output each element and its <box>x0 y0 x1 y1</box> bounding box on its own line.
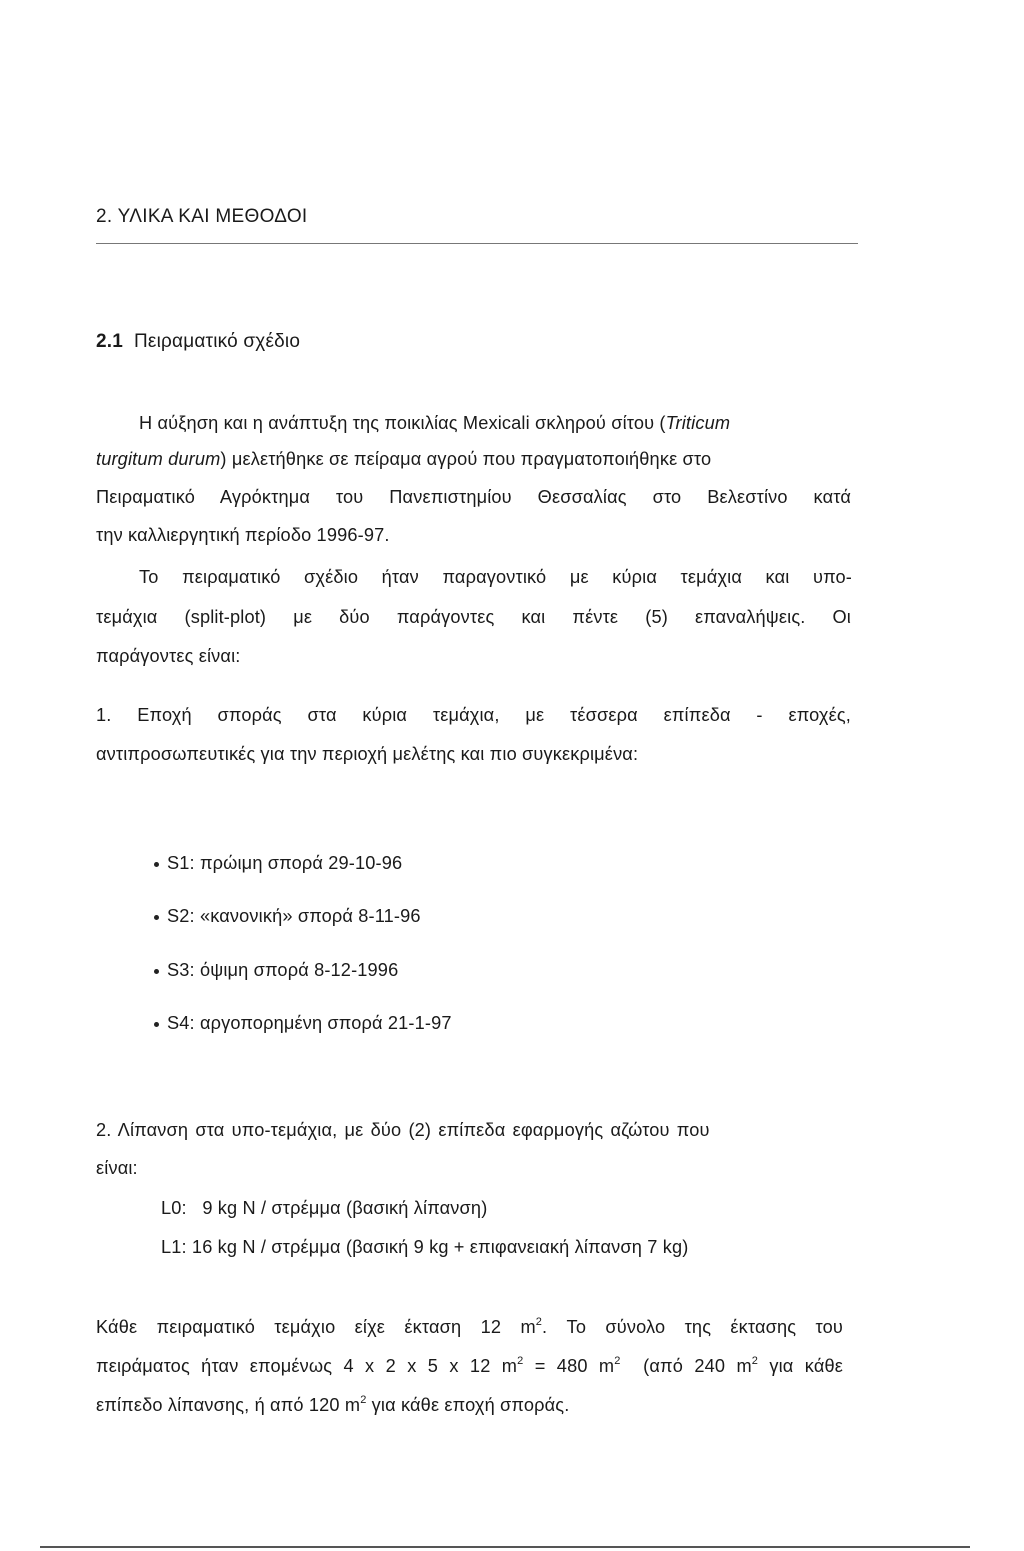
sowing-item: S4: αργοπορημένη σπορά 21-1-97 <box>167 1013 452 1033</box>
para1-line1-text: Η αύξηση και η ανάπτυξη της ποικιλίας Mexicali σκληρού σίτου ( <box>139 413 666 433</box>
area-line1 <box>96 1317 843 1338</box>
factor2-line2: είναι: <box>96 1158 138 1178</box>
scan-edge-line <box>40 1546 970 1548</box>
area-line2-text: (από 240 m <box>620 1356 752 1376</box>
area-line2-text: πειράματος ήταν επομένως 4 x 2 x 5 x 12 m <box>96 1356 518 1376</box>
factor2-line1: 2. Λίπανση στα υπο-τεμάχια, με δύο (2) επίπεδα εφαρμογής αζώτου που <box>96 1120 710 1140</box>
sowing-item: S1: πρώιμη σπορά 29-10-96 <box>167 853 403 873</box>
para2-line2: τεμάχια (split-plot) με δύο παράγοντες και πέντε (5) επαναλήψεις. Οι <box>96 607 851 627</box>
factor1-line1: 1. Εποχή σποράς στα κύρια τεμάχια, με τέσσερα επίπεδα - εποχές, <box>96 705 851 725</box>
title-underline <box>96 243 858 244</box>
area-line3-text: επίπεδο λίπανσης, ή από 120 m <box>96 1395 361 1415</box>
area-line1-text: . Το σύνολο της έκτασης του <box>542 1317 843 1337</box>
para1-line2 <box>96 449 711 470</box>
area-line2-text: = 480 m <box>523 1356 615 1376</box>
chapter-title: 2. ΥΛΙΚΑ ΚΑΙ ΜΕΘΟΔΟΙ <box>96 206 308 227</box>
fertilization-level: L1: 16 kg N / στρέμμα (βασική 9 kg + επιφανειακή λίπανση 7 kg) <box>161 1237 689 1257</box>
section-heading <box>96 331 300 353</box>
area-line2 <box>96 1356 843 1377</box>
superscript: 2 <box>517 1354 524 1367</box>
species-name: turgitum durum <box>96 449 221 469</box>
fertilization-level: L0: 9 kg N / στρέμμα (βασική λίπανση) <box>161 1198 488 1218</box>
area-line2-text: για κάθε <box>758 1356 844 1376</box>
area-line3 <box>96 1395 569 1416</box>
superscript: 2 <box>360 1393 367 1406</box>
sowing-item: S2: «κανονική» σπορά 8-11-96 <box>167 906 421 926</box>
area-line3-text: για κάθε εποχή σποράς. <box>366 1395 570 1415</box>
section-number: 2.1 <box>96 331 124 352</box>
section-title: Πειραματικό σχέδιο <box>133 331 301 352</box>
factor1-line2: αντιπροσωπευτικές για την περιοχή μελέτης και πιο συγκεκριμένα: <box>96 744 639 764</box>
para1-line3: Πειραματικό Αγρόκτημα του Πανεπιστημίου Θεσσαλίας στο Βελεστίνο κατά <box>96 487 851 507</box>
para2-line3: παράγοντες είναι: <box>96 646 241 666</box>
para1-line2-text: ) μελετήθηκε σε πείραμα αγρού που πραγματοποιήθηκε στο <box>220 449 712 469</box>
para1-line4: την καλλιεργητική περίοδο 1996-97. <box>96 525 390 545</box>
superscript: 2 <box>535 1315 543 1328</box>
para1-line1 <box>139 413 730 434</box>
species-genus: Triticum <box>665 413 731 433</box>
superscript: 2 <box>614 1354 621 1367</box>
sowing-item: S3: όψιμη σπορά 8-12-1996 <box>167 960 399 980</box>
para2-line1: Το πειραματικό σχέδιο ήταν παραγοντικό με κύρια τεμάχια και υπο- <box>139 567 852 587</box>
superscript: 2 <box>751 1354 759 1367</box>
area-line1-text: Κάθε πειραματικό τεμάχιο είχε έκταση 12 m <box>96 1317 536 1337</box>
